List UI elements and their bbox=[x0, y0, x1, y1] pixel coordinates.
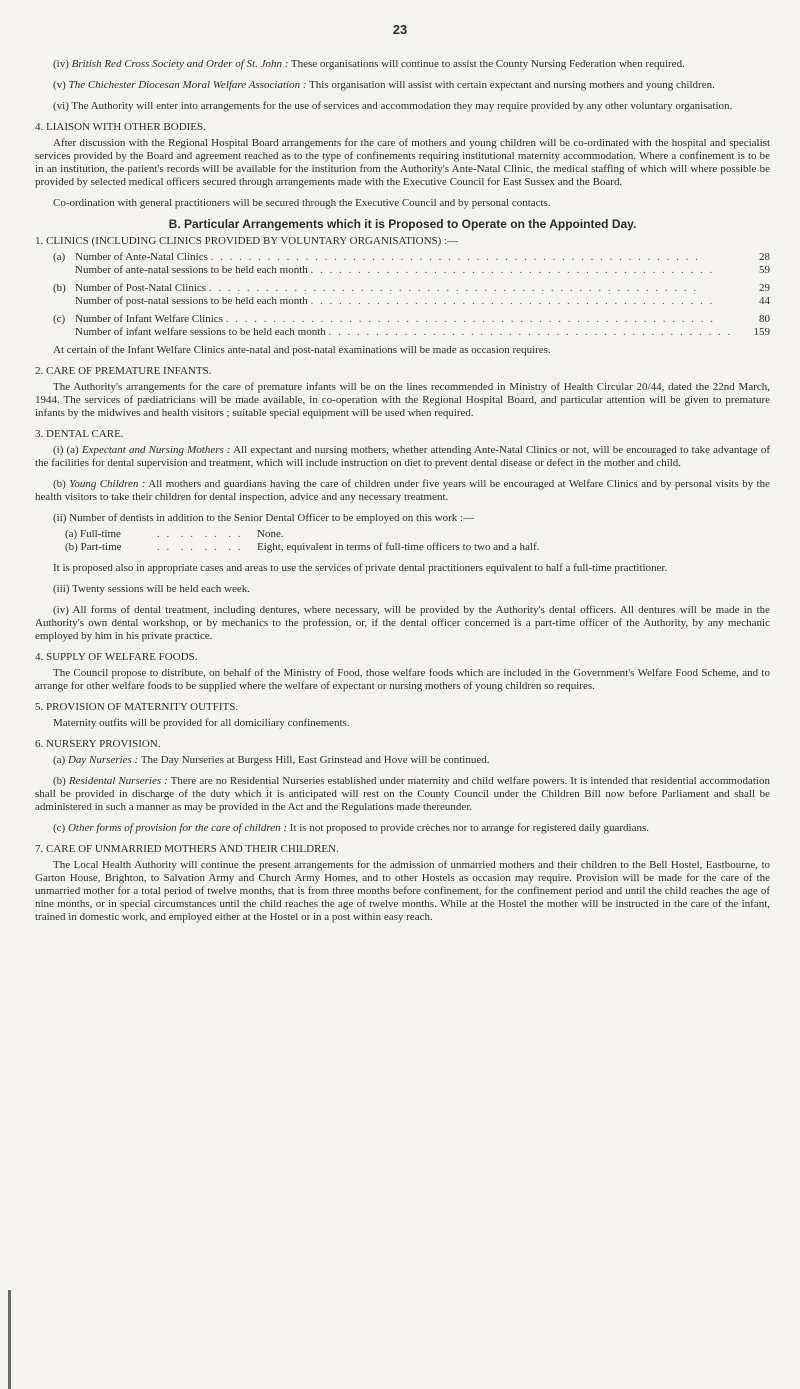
b4-heading: 4. SUPPLY OF WELFARE FOODS. bbox=[35, 651, 198, 663]
clinic-text: Number of infant welfare sessions to be held each month bbox=[75, 326, 326, 338]
paragraph-v: (v) The Chichester Diocesan Moral Welfare Association : This organisation will assist with certain expectant and nursing mothers and young children. bbox=[53, 79, 715, 91]
paragraph-v-title: The Chichester Diocesan Moral Welfare Association : bbox=[68, 79, 307, 91]
dentist-row: (b) Part-time . . . . . . . . Eight, equivalent in terms of full-time officers to two and a half. bbox=[65, 541, 540, 553]
clinic-group-b bbox=[35, 282, 770, 308]
b6-b: (b) Residental Nurseries : There are no Residential Nurseries established under maternity and child welfare powers. It is intended that residential accommodation shall be provided in discharge of the duty which it is anticipated will rest on the County Council under the Children Bill now before Parliament and shall be administered in such a manner as may be provided in the Act and the Regulations made thereunder. bbox=[35, 775, 770, 813]
b3-ii: (ii) Number of dentists in addition to the Senior Dental Officer to be employed on this work :— bbox=[53, 512, 475, 524]
paragraph-v-text: This organisation will assist with certain expectant and nursing mothers and young children. bbox=[309, 79, 715, 91]
clinic-row: Number of ante-natal sessions to be held each month . . . . . . . . . . . . . . . . . . . . . . . . . . . . . . . . . . . . . . . . . . . 59 bbox=[75, 264, 770, 276]
b5-text: Maternity outfits will be provided for all domiciliary confinements. bbox=[53, 717, 350, 729]
b6-a: (a) Day Nurseries : The Day Nurseries at Burgess Hill, East Grinstead and Hove will be continued. bbox=[53, 754, 490, 766]
b3-iii: (iii) Twenty sessions will be held each week. bbox=[53, 583, 250, 595]
b1-note: At certain of the Infant Welfare Clinics ante-natal and post-natal examinations will be made as occasion requires. bbox=[53, 344, 551, 356]
paragraph-vi: (vi) The Authority will enter into arrangements for the use of services and accommodation they may require provided by any other voluntary organisation. bbox=[53, 100, 733, 112]
b1-heading: 1. CLINICS (INCLUDING CLINICS PROVIDED BY VOLUNTARY ORGANISATIONS) :— bbox=[35, 235, 459, 247]
clinic-value: 44 bbox=[759, 295, 770, 307]
clinic-value: 80 bbox=[759, 313, 770, 325]
b6-c-text: It is not proposed to provide crèches nor to arrange for registered daily guardians. bbox=[289, 822, 649, 834]
b6-b-title: Residental Nurseries : bbox=[68, 775, 168, 787]
section-4-heading: 4. LIAISON WITH OTHER BODIES. bbox=[35, 121, 206, 133]
clinic-label: (b) bbox=[53, 282, 66, 294]
b3-iv: (iv) All forms of dental treatment, including dentures, where necessary, will be provided by the Authority's dental officers. All dentures will be made in the Authority's own dental workshop, or by mechanics to the profession, or, if the dental officer concerned is a part-time officer of the Authority, by any mechanic employed by him in his private practice. bbox=[35, 604, 770, 642]
clinic-row: (a) Number of Ante-Natal Clinics . . . . . . . . . . . . . . . . . . . . . . . . . . . . . . . . . . . . . . . . . . . . . . . . . . . . 28 bbox=[53, 251, 770, 263]
clinic-value: 29 bbox=[759, 282, 770, 294]
b2-text: The Authority's arrangements for the care of premature infants will be on the lines recommended in Ministry of Health Circular 20/44, dated the 22nd March, 1944. The services of pædiatricians will be made available, in co-operation with the Regional Hospital Board, and particular attention will be given to premature infants by the midwives and health visitors ; suitable special equipment will be used when required. bbox=[35, 381, 770, 419]
clinic-value: 28 bbox=[759, 251, 770, 263]
clinic-text: Number of Infant Welfare Clinics bbox=[75, 313, 223, 325]
b6-c: (c) Other forms of provision for the care of children : It is not proposed to provide crèches nor to arrange for registered daily guardians. bbox=[53, 822, 649, 834]
b6-a-text: The Day Nurseries at Burgess Hill, East Grinstead and Hove will be continued. bbox=[140, 754, 490, 766]
section-4-paragraph-2: Co-ordination with general practitioners will be secured through the Executive Council and by personal contacts. bbox=[53, 197, 551, 209]
part-b-title: B. Particular Arrangements which it is Proposed to Operate on the Appointed Day. bbox=[168, 217, 637, 231]
b3-heading: 3. DENTAL CARE. bbox=[35, 428, 124, 440]
b7-text: The Local Health Authority will continue the present arrangements for the admission of unmarried mothers and their children to the Bell Hostel, Eastbourne, to Garton House, Brighton, to Salvation Army and Church Army Homes, and to other Hostels as occasion may require. Provision will be made for the care of the unmarried mother for a total period of twelve months, that is from three months before confinement, for the confinement period and until the child reaches the age of nine months, or in special circumstances until the child reaches the age of twelve months. While at the Hostel the mother will be instructed in the care of the infant, trained in domestic work, and employed either at the Hostel or in a post within easy reach. bbox=[35, 859, 770, 923]
b4-text: The Council propose to distribute, on behalf of the Ministry of Food, those welfare foods which are included in the Government's Welfare Food Scheme, and to arrange for other welfare foods to be supplied where the welfare of expectant or nursing mothers of young children so requires. bbox=[35, 667, 770, 692]
b3-i-a-title: Expectant and Nursing Mothers : bbox=[81, 444, 231, 456]
paragraph-iv-text: These organisations will continue to assist the County Nursing Federation when required. bbox=[290, 58, 685, 70]
clinic-text: Number of ante-natal sessions to be held each month bbox=[75, 264, 308, 276]
clinic-label: (a) bbox=[53, 251, 66, 263]
b6-a-title: Day Nurseries : bbox=[67, 754, 139, 766]
clinic-value: 59 bbox=[759, 264, 770, 276]
dentist-value: None. bbox=[257, 528, 284, 540]
b3-private: It is proposed also in appropriate cases and areas to use the services of private dental practitioners equivalent to half a full-time practitioner. bbox=[53, 562, 668, 574]
page-edge-line bbox=[8, 1290, 11, 1389]
dentist-value: Eight, equivalent in terms of full-time officers to two and a half. bbox=[257, 541, 540, 553]
b3-i-a-text: All expectant and nursing mothers, whether attending Ante-Natal Clinics or not, will be encouraged to take advantage of the facilities for dental supervision and treatment, which will include instruction on diet to prevent dental disease or defect in the mother and child. bbox=[35, 444, 770, 469]
b6-b-text: There are no Residential Nurseries established under maternity and child welfare powers. It is intended that residential accommodation shall be provided in discharge of the duty which it is anticipated will rest on the County Council under the Children Bill now before Parliament and shall be administered in such a manner as may be provided in the Act and the Regulations made thereunder. bbox=[35, 775, 770, 813]
b3-i-a: (i) (a) Expectant and Nursing Mothers : All expectant and nursing mothers, whether attending Ante-Natal Clinics or not, will be encouraged to take advantage of the facilities for dental supervision and treatment, which will include instruction on diet to prevent dental disease or defect in the mother and child. bbox=[35, 444, 770, 469]
paragraph-iv-title: British Red Cross Society and Order of St. John : bbox=[71, 58, 289, 70]
b3-i-b: (b) Young Children : All mothers and guardians having the care of children under five years will be encouraged at Welfare Clinics and by personal visits by the health visitors to take their children for dental inspection, advice and any necessary treatment. bbox=[35, 478, 770, 503]
b6-c-title: Other forms of provision for the care of children : bbox=[67, 822, 288, 834]
paragraph-iv: (iv) British Red Cross Society and Order of St. John : These organisations will continue to assist the County Nursing Federation when required. bbox=[53, 58, 685, 70]
section-4-paragraph-1: After discussion with the Regional Hospital Board arrangements for the care of mothers and young children will be co-ordinated with the hospital and specialist services provided by the Board and agreement reached as to the type of confinements requiring institutional maternity accommodation. Where a confinement is to be in an institution, the patient's records will be available for the institution from the Authority's Ante-Natal Clinic, the medical staffing of which will where possible be provided by selected medical officers secured through arrangements made with the Executive Council for East Sussex and the Board. bbox=[35, 137, 770, 188]
dentist-row: (a) Full-time . . . . . . . . None. bbox=[65, 528, 284, 540]
clinic-row: (c) Number of Infant Welfare Clinics . . . . . . . . . . . . . . . . . . . . . . . . . . . . . . . . . . . . . . . . . . . . . . . . . . . . 80 bbox=[53, 313, 770, 325]
clinic-row: (b) Number of Post-Natal Clinics . . . . . . . . . . . . . . . . . . . . . . . . . . . . . . . . . . . . . . . . . . . . . . . . . . . . 29 bbox=[53, 282, 770, 294]
page-content bbox=[35, 58, 770, 932]
b3-i-b-title: Young Children : bbox=[69, 478, 146, 490]
clinic-text: Number of post-natal sessions to be held each month bbox=[75, 295, 308, 307]
dentist-label: (b) Part-time bbox=[65, 541, 122, 553]
b5-heading: 5. PROVISION OF MATERNITY OUTFITS. bbox=[35, 701, 239, 713]
clinic-text: Number of Post-Natal Clinics bbox=[75, 282, 207, 294]
clinic-value: 159 bbox=[753, 326, 770, 338]
clinic-group-c bbox=[35, 313, 770, 339]
dentist-label: (a) Full-time bbox=[65, 528, 121, 540]
clinic-row: Number of infant welfare sessions to be held each month . . . . . . . . . . . . . . . . . . . . . . . . . . . . . . . . . . . . . . . . . . . 159 bbox=[75, 326, 770, 338]
b3-i-b-text: All mothers and guardians having the care of children under five years will be encouraged at Welfare Clinics and by personal visits by the health visitors to take their children for dental inspection, advice and any necessary treatment. bbox=[35, 478, 770, 503]
page-number: 23 bbox=[392, 22, 408, 37]
clinic-label: (c) bbox=[53, 313, 66, 325]
b2-heading: 2. CARE OF PREMATURE INFANTS. bbox=[35, 365, 212, 377]
b7-heading: 7. CARE OF UNMARRIED MOTHERS AND THEIR CHILDREN. bbox=[35, 843, 339, 855]
clinic-group-a bbox=[35, 251, 770, 277]
clinic-text: Number of Ante-Natal Clinics bbox=[75, 251, 208, 263]
clinic-row: Number of post-natal sessions to be held each month . . . . . . . . . . . . . . . . . . . . . . . . . . . . . . . . . . . . . . . . . . . 44 bbox=[75, 295, 770, 307]
b6-heading: 6. NURSERY PROVISION. bbox=[35, 738, 161, 750]
